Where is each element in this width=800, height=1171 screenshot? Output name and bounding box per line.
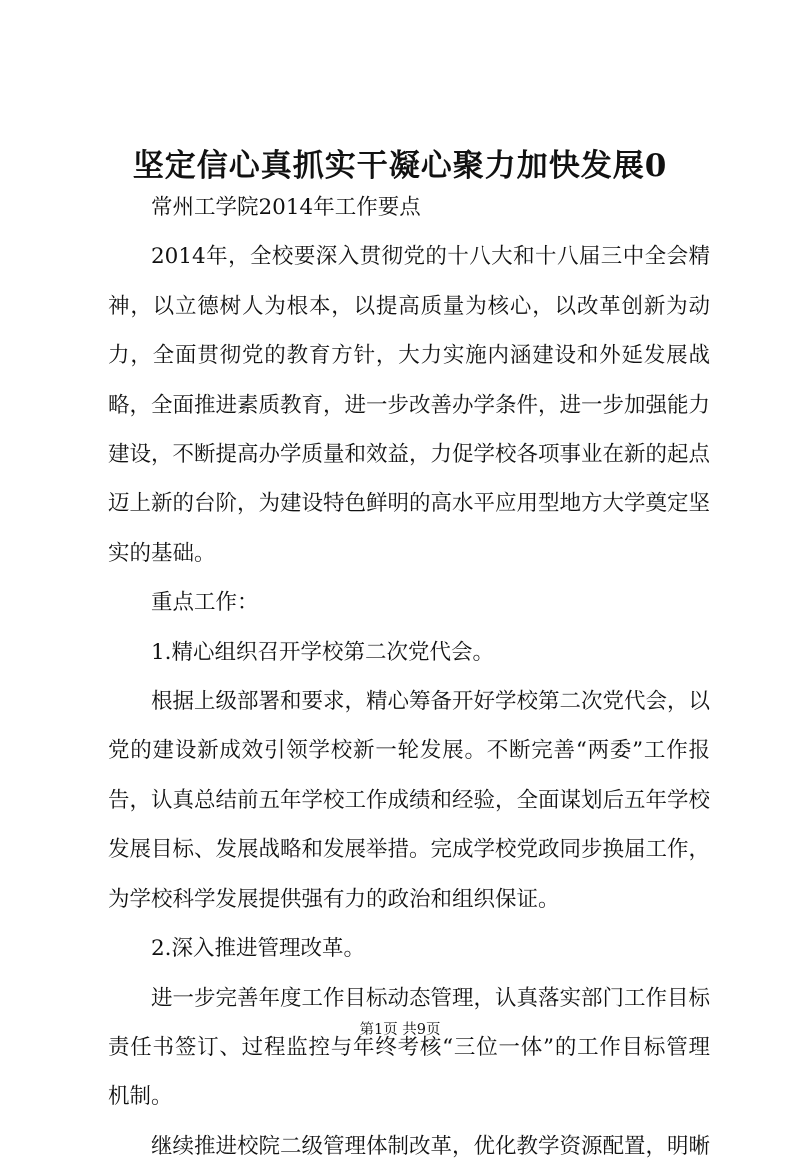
page-footer: 第1页 共9页 <box>359 1022 441 1038</box>
body-paragraph: 继续推进校院二级管理体制改革，优化教学资源配置，明晰 <box>151 1133 711 1159</box>
body-paragraph: 根据上级部署和要求，精心筹备开好学校第二次党代会，以党的建设新成效引领学校新一轮发展。不断完善“两委”工作报告，认真总结前五年学校工作成绩和经验，全面谋划后五年学校发展目标、发展战略和发展举措。完成学校党政同步换届工作，为学校科学发展提供强有力的政治和组织保证。 <box>108 689 711 912</box>
subtitle-paragraph: 常州工学院2014年工作要点 <box>151 195 421 220</box>
item-heading: 1.精心组织召开学校第二次党代会。 <box>151 639 495 665</box>
item-heading: 2.深入推进管理改革。 <box>151 936 366 962</box>
body-paragraph: 进一步完善年度工作目标动态管理，认真落实部门工作目标责任书签订、过程监控与年终考核“三位一体”的工作目标管理机制。 <box>108 985 711 1110</box>
section-heading: 重点工作： <box>151 590 259 616</box>
document-title: 坚定信心真抓实干凝心聚力加快发展0 <box>132 148 668 184</box>
body-paragraph: 2014年，全校要深入贯彻党的十八大和十八届三中全会精神，以立德树人为根本，以提高质量为核心，以改革创新为动力，全面贯彻党的教育方针，大力实施内涵建设和外延发展战略，全面推进素质教育，进一步改善办学条件，进一步加强能力建设，不断提高办学质量和效益，力促学校各项事业在新的起点迈上新的台阶，为建设特色鲜明的高水平应用型地方大学奠定坚实的基础。 <box>108 244 711 566</box>
